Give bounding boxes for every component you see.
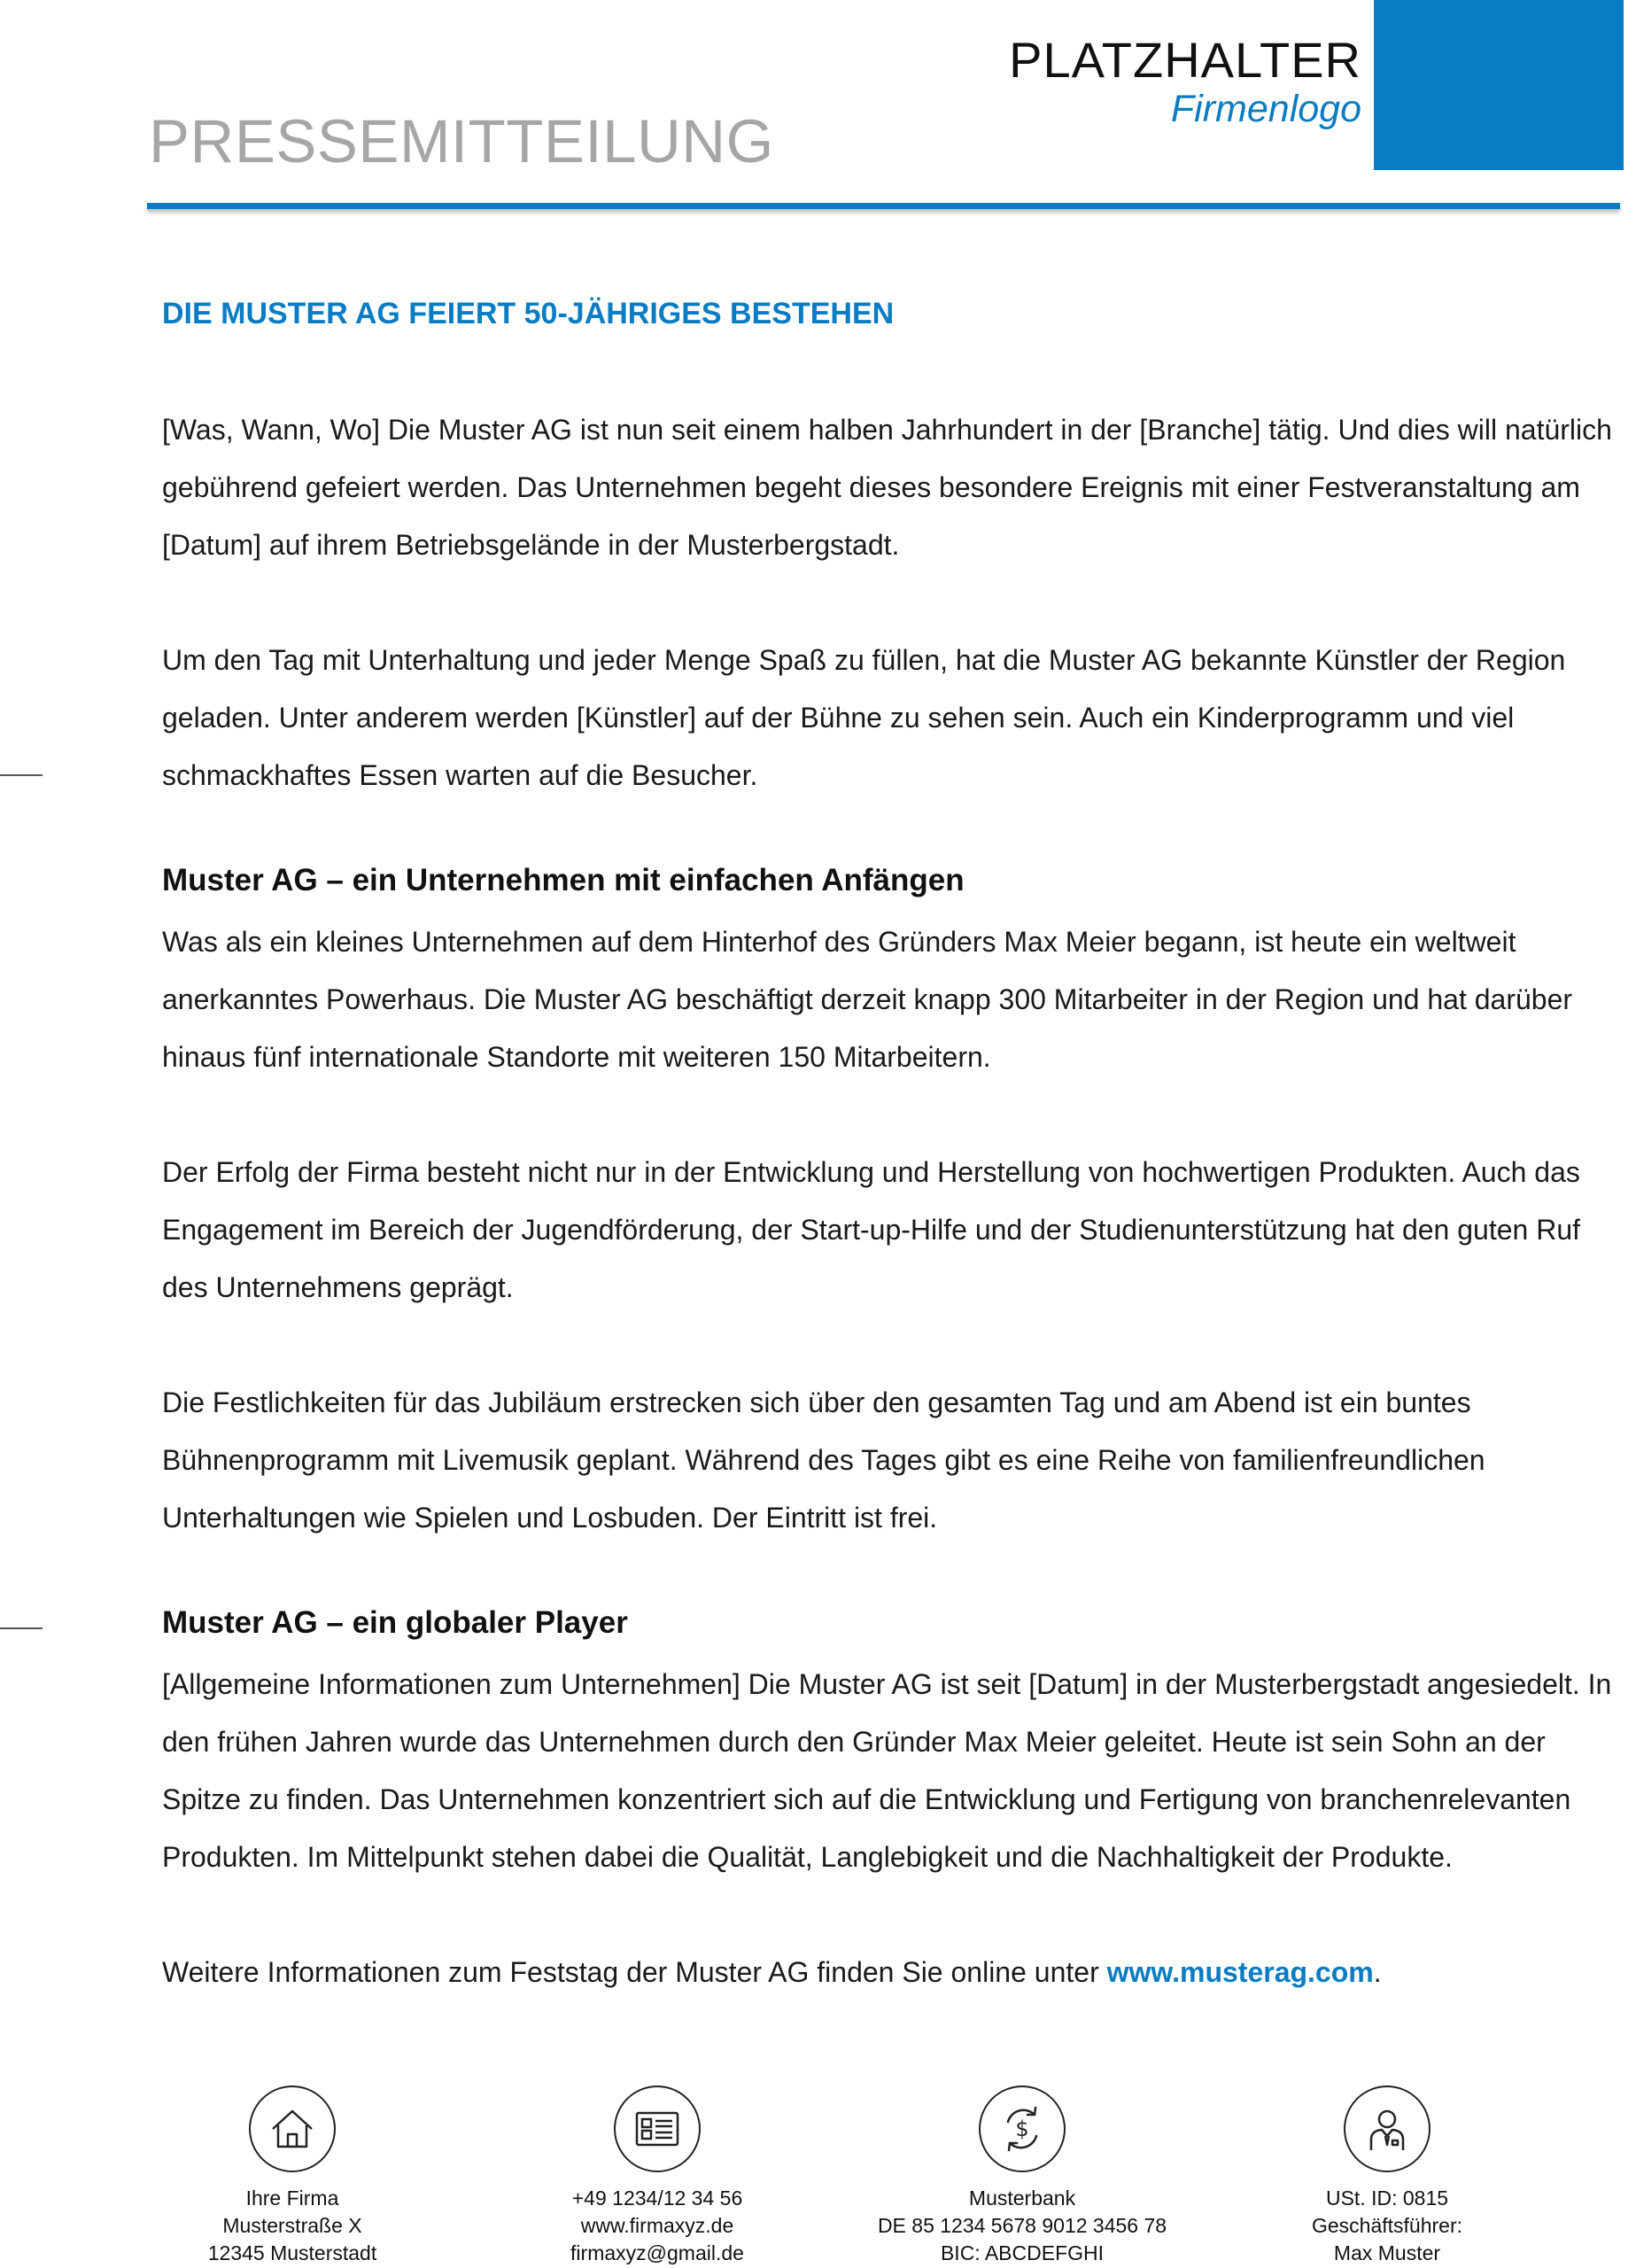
footer-phone: +49 1234/12 34 56 <box>571 2186 743 2210</box>
footer-address <box>124 2085 461 2267</box>
footer <box>124 2085 1524 2268</box>
website-link[interactable]: www.musterag.com <box>1106 1955 1374 1988</box>
press-release-body <box>162 284 1615 2001</box>
footer-ceo-label: Geschäftsführer: <box>1311 2214 1463 2237</box>
header-divider <box>147 203 1620 209</box>
more-info-text: Weitere Informationen zum Feststag der Muster AG finden Sie online unter <box>162 1955 1107 1988</box>
paragraph-intro: [Was, Wann, Wo] Die Muster AG ist nun seit einem halben Jahrhundert in der [Branche] tätig. Und dies will natürlich gebührend gefeiert werden. Das Unternehmen begeht dieses besondere Ereignis mit einer Festveranstaltung am [Datum] auf ihrem Betriebsgelände in der Musterbergstadt. <box>162 413 1612 561</box>
manager-person-icon <box>1344 2085 1431 2172</box>
footer-ceo-name: Max Muster <box>1333 2241 1441 2264</box>
footer-company-name: Ihre Firma <box>245 2186 339 2210</box>
fold-mark-bottom <box>0 1627 43 1629</box>
fold-mark-top <box>0 774 43 776</box>
paragraph-more-info <box>162 1944 1615 2001</box>
paragraph-festivities: Die Festlichkeiten für das Jubiläum erstrecken sich über den gesamten Tag und am Abend ist ein buntes Bühnenprogramm mit Livemusik geplant. Während des Tages gibt es eine Reihe von familienfreundlichen Unterhaltungen wie Spielen und Losbuden. Der Eintritt ist frei. <box>162 1386 1485 1534</box>
more-info-period: . <box>1373 1955 1382 1988</box>
footer-legal <box>1219 2085 1555 2267</box>
house-icon <box>249 2085 336 2172</box>
page-title: PRESSEMITTEILUNG <box>149 107 774 175</box>
footer-email[interactable]: firmaxyz@gmail.de <box>570 2241 744 2264</box>
logo-placeholder-title: PLATZHALTER <box>1009 32 1361 88</box>
currency-exchange-icon <box>979 2085 1066 2172</box>
paragraph-history: Was als ein kleines Unternehmen auf dem Hinterhof des Gründers Max Meier begann, ist heute ein weltweit anerkanntes Powerhaus. Die Muster AG beschäftigt derzeit knapp 300 Mitarbeiter in der Region und hat darüber hinaus fünf internationale Standorte mit weiteren 150 Mitarbeitern. <box>162 925 1573 1073</box>
footer-website[interactable]: www.firmaxyz.de <box>580 2214 734 2237</box>
press-headline: DIE MUSTER AG FEIERT 50-JÄHRIGES BESTEHEN <box>162 297 895 330</box>
footer-bic: BIC: ABCDEFGHI <box>940 2241 1105 2264</box>
footer-iban: DE 85 1234 5678 9012 3456 78 <box>877 2214 1167 2237</box>
subheading-beginnings: Muster AG – ein Unternehmen mit einfachen Anfängen <box>162 862 965 897</box>
subheading-global-player: Muster AG – ein globaler Player <box>162 1604 628 1640</box>
paragraph-success: Der Erfolg der Firma besteht nicht nur in der Entwicklung und Herstellung von hochwertigen Produkten. Auch das Engagement im Bereich der Jugendförderung, der Start-up-Hilfe und der Studienunterstützung hat den guten Ruf des Unternehmens geprägt. <box>162 1155 1580 1303</box>
paragraph-company-info: [Allgemeine Informationen zum Unternehmen] Die Muster AG ist seit [Datum] in der Musterbergstadt angesiedelt. In den frühen Jahren wurde das Unternehmen durch den Gründer Max Meier geleitet. Heute ist sein Sohn an der Spitze zu finden. Das Unternehmen konzentriert sich auf die Entwicklung und Fertigung von branchenrelevanten Produkten. Im Mittelpunkt stehen dabei die Qualität, Langlebigkeit und die Nachhaltigkeit der Produkte. <box>162 1667 1612 1873</box>
footer-contact <box>489 2085 826 2267</box>
paragraph-program: Um den Tag mit Unterhaltung und jeder Menge Spaß zu füllen, hat die Muster AG bekannte Künstler der Region geladen. Unter anderem werden [Künstler] auf der Bühne zu sehen sein. Auch ein Kinderprogramm und viel schmackhaftes Essen warten auf die Besucher. <box>162 643 1566 791</box>
logo-placeholder-subtitle: Firmenlogo <box>1170 88 1361 130</box>
footer-city: 12345 Musterstadt <box>207 2241 377 2264</box>
footer-bank-name: Musterbank <box>968 2186 1076 2210</box>
footer-street: Musterstraße X <box>222 2214 362 2237</box>
logo-color-block <box>1374 0 1624 170</box>
footer-vat-id: USt. ID: 0815 <box>1325 2186 1449 2210</box>
svg-text:$: $ <box>1015 2117 1029 2141</box>
footer-bank <box>854 2085 1190 2267</box>
contact-card-icon <box>614 2085 701 2172</box>
